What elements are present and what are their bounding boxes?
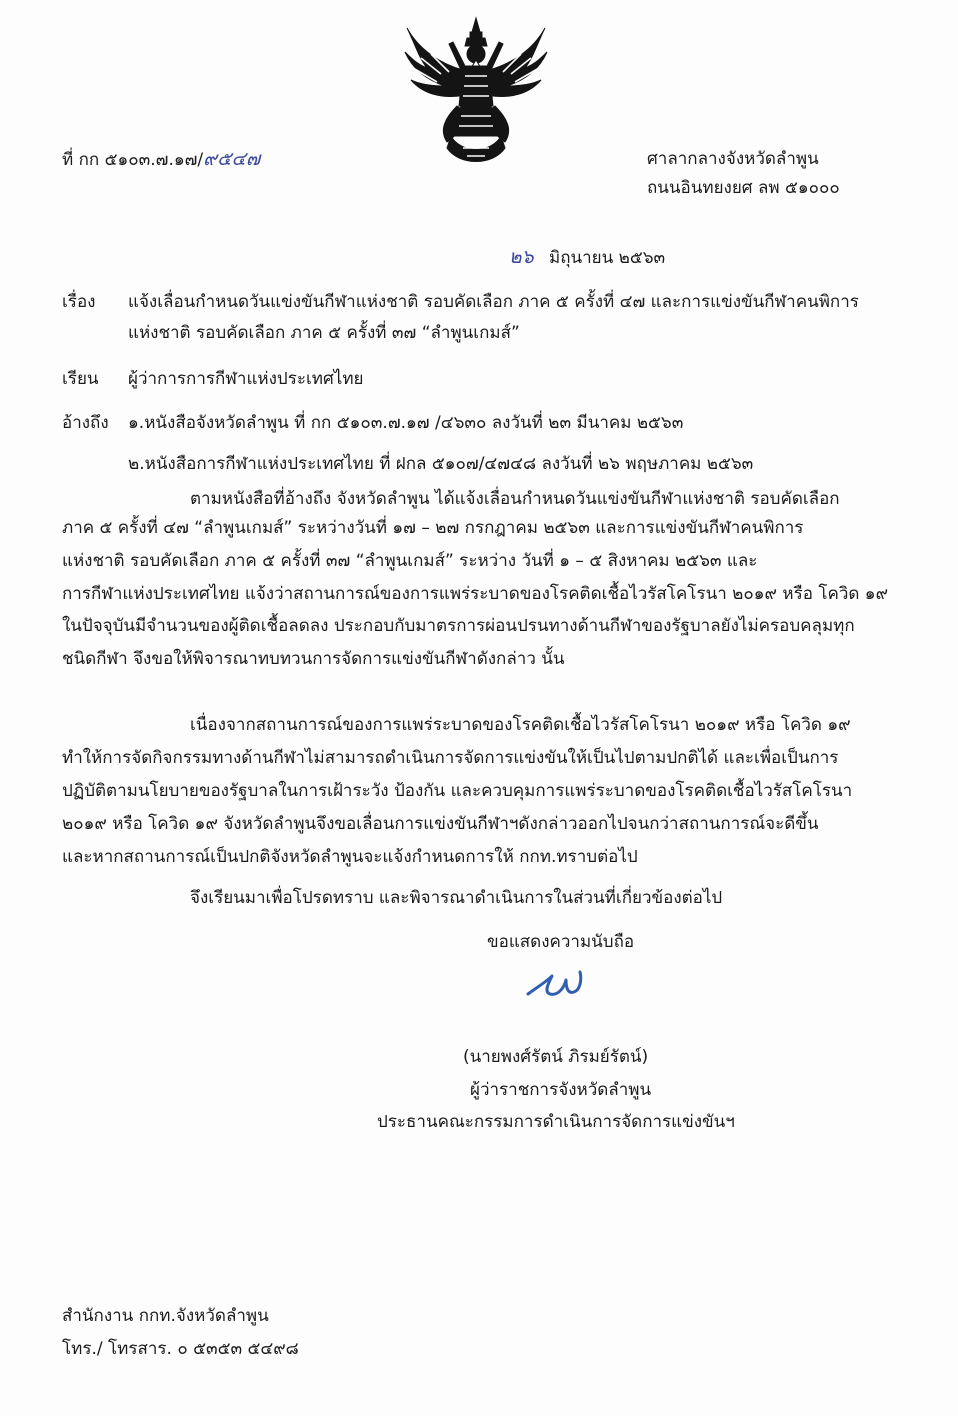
paragraph-1-line: ตามหนังสือที่อ้างถึง จังหวัดลำพูน ได้แจ้งเลื่อนกำหนดวันแข่งขันกีฬาแห่งชาติ รอบคัดเลือก: [190, 489, 840, 509]
office-name: ศาลากลางจังหวัดลำพูน: [647, 149, 819, 169]
footer-office: สำนักงาน กกท.จังหวัดลำพูน: [62, 1306, 269, 1326]
paragraph-1-line: แห่งชาติ รอบคัดเลือก ภาค ๕ ครั้งที่ ๓๗ “ลำพูนเกมส์” ระหว่าง วันที่ ๑ – ๕ สิงหาคม ๒๕๖๓ และ: [62, 551, 758, 571]
paragraph-2-line: ๒๐๑๙ หรือ โควิด ๑๙ จังหวัดลำพูนจึงขอเลื่อนการแข่งขันกีฬาฯดังกล่าวออกไปจนกว่าสถานการณ์จะดีขึ้น: [62, 814, 819, 834]
reference-handwritten: ๙๕๔๗: [203, 148, 261, 170]
subject-line-1: แจ้งเลื่อนกำหนดวันแข่งขันกีฬาแห่งชาติ รอบคัดเลือก ภาค ๕ ครั้งที่ ๔๗ และการแข่งขันกีฬาคนพิการ: [128, 292, 859, 312]
reference-label: อ้างถึง: [62, 413, 109, 433]
paragraph-1-line: ภาค ๕ ครั้งที่ ๔๗ “ลำพูนเกมส์” ระหว่างวันที่ ๑๗ – ๒๗ กรกฎาคม ๒๕๖๓ และการแข่งขันกีฬาคนพิการ: [62, 518, 804, 538]
date-month-year: มิถุนายน ๒๕๖๓: [549, 248, 666, 268]
office-address: ถนนอินทยงยศ ลพ ๕๑๐๐๐: [647, 178, 840, 198]
closing-salutation: ขอแสดงความนับถือ: [487, 932, 635, 952]
reference-item-1: ๑.หนังสือจังหวัดลำพูน ที่ กก ๕๑๐๓.๗.๑๗ /๔๖๓๐ ลงวันที่ ๒๓ มีนาคม ๒๕๖๓: [128, 413, 684, 433]
subject-label: เรื่อง: [62, 292, 96, 312]
signature-icon: [522, 962, 592, 1002]
date-day-handwritten: ๒๖: [509, 246, 534, 268]
recipient-label: เรียน: [62, 369, 99, 389]
subject-line-2: แห่งชาติ รอบคัดเลือก ภาค ๕ ครั้งที่ ๓๗ “ลำพูนเกมส์”: [128, 323, 520, 343]
paragraph-2-line: และหากสถานการณ์เป็นปกติจังหวัดลำพูนจะแจ้งกำหนดการให้ กกท.ทราบต่อไป: [62, 847, 638, 867]
signatory-name: (นายพงศ์รัตน์ ภิรมย์รัตน์): [463, 1047, 649, 1067]
footer-phone: โทร./ โทรสาร. ๐ ๕๓๕๓ ๕๔๙๘: [62, 1339, 299, 1359]
recipient-text: ผู้ว่าการการกีฬาแห่งประเทศไทย: [128, 369, 364, 389]
reference-prefix: ที่ กก ๕๑๐๓.๗.๑๗/: [62, 150, 204, 170]
paragraph-2-line: ทำให้การจัดกิจกรรมทางด้านกีฬาไม่สามารถดำเนินการจัดการแข่งขันให้เป็นไปตามปกติได้ และเพื่อเป็นการ: [62, 748, 839, 768]
paragraph-2-line: เนื่องจากสถานการณ์ของการแพร่ระบาดของโรคติดเชื้อไวรัสโคโรนา ๒๐๑๙ หรือ โควิด ๑๙: [190, 715, 851, 735]
letter-date: [509, 245, 665, 270]
signatory-position-1: ผู้ว่าราชการจังหวัดลำพูน: [470, 1080, 652, 1100]
garuda-emblem-icon: [401, 14, 551, 170]
signatory-position-2: ประธานคณะกรรมการดำเนินการจัดการแข่งขันฯ: [377, 1112, 735, 1132]
reference-item-2: ๒.หนังสือการกีฬาแห่งประเทศไทย ที่ ฝกล ๕๑๐๗/๔๗๔๘ ลงวันที่ ๒๖ พฤษภาคม ๒๕๖๓: [128, 454, 754, 474]
reference-number: [62, 147, 260, 172]
paragraph-2-line: ปฏิบัติตามนโยบายของรัฐบาลในการเฝ้าระวัง ป้องกัน และควบคุมการแพร่ระบาดของโรคติดเชื้อไวรัสโคโรนา: [62, 781, 853, 801]
paragraph-1-line: ชนิดกีฬา จึงขอให้พิจารณาทบทวนการจัดการแข่งขันกีฬาดังกล่าว นั้น: [62, 649, 565, 669]
paragraph-1-line: การกีฬาแห่งประเทศไทย แจ้งว่าสถานการณ์ของการแพร่ระบาดของโรคติดเชื้อไวรัสโคโรนา ๒๐๑๙ หรือ โควิด ๑๙: [62, 584, 889, 604]
paragraph-1-line: ในปัจจุบันมีจำนวนของผู้ติดเชื้อลดลง ประกอบกับมาตรการผ่อนปรนทางด้านกีฬาของรัฐบาลยังไม่ครอบคลุมทุก: [62, 616, 855, 636]
paragraph-3: จึงเรียนมาเพื่อโปรดทราบ และพิจารณาดำเนินการในส่วนที่เกี่ยวข้องต่อไป: [190, 888, 723, 908]
